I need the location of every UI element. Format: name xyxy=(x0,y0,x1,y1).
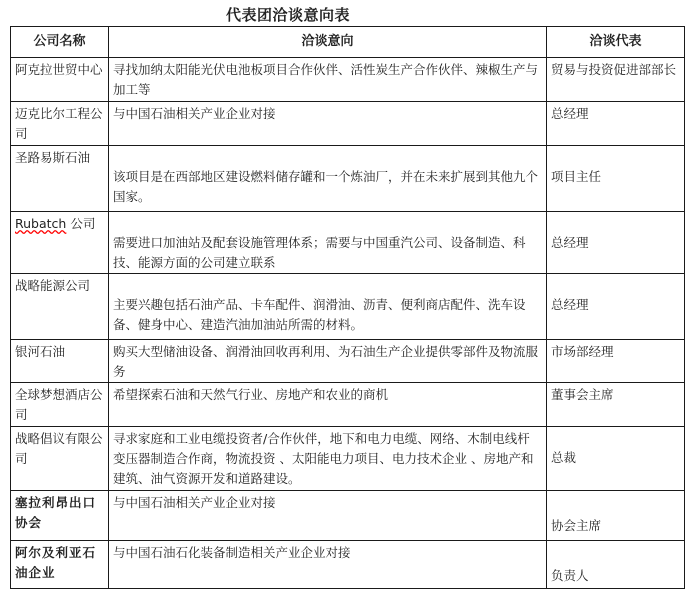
intent-text: 需要进口加油站及配套设施管理体系；需要与中国重汽公司、设备制造、科技、能源方面的公司建立联系 xyxy=(113,235,526,270)
intent-cell xyxy=(109,491,547,541)
representative-cell xyxy=(547,541,685,589)
header-company: 公司名称 xyxy=(11,27,109,58)
table-row xyxy=(11,146,685,212)
company-cell xyxy=(11,58,109,102)
table-row xyxy=(11,383,685,427)
representative-cell xyxy=(547,212,685,274)
representative-text: 总裁 xyxy=(551,450,577,465)
representative-text: 总经理 xyxy=(551,106,589,121)
table-row xyxy=(11,427,685,491)
company-name: 阿克拉世贸中心 xyxy=(15,62,103,77)
representative-text: 协会主席 xyxy=(551,518,602,533)
representative-cell xyxy=(547,491,685,541)
company-name-suffix: 公司 xyxy=(66,216,96,231)
representative-text: 市场部经理 xyxy=(551,344,614,359)
intent-cell xyxy=(109,541,547,589)
company-name: 塞拉利昂出口协会 xyxy=(15,495,97,530)
intent-cell xyxy=(109,383,547,427)
delegation-intent-table xyxy=(10,26,685,589)
table-row xyxy=(11,541,685,589)
intent-text: 主要兴趣包括石油产品、卡车配件、润滑油、沥青、便利商店配件、洗车设备、健身中心、建造汽油加油站所需的材料。 xyxy=(113,297,526,332)
intent-text: 与中国石油相关产业企业对接 xyxy=(113,106,276,121)
company-cell xyxy=(11,427,109,491)
table-row xyxy=(11,491,685,541)
table-row xyxy=(11,340,685,383)
intent-text: 与中国石油相关产业企业对接 xyxy=(113,495,276,510)
intent-cell xyxy=(109,102,547,146)
representative-cell xyxy=(547,274,685,340)
company-name: 战略倡议有限公司 xyxy=(15,431,103,466)
intent-cell xyxy=(109,274,547,340)
intent-cell xyxy=(109,340,547,383)
representative-cell xyxy=(547,340,685,383)
representative-text: 贸易与投资促进部部长 xyxy=(551,62,677,77)
representative-text: 负责人 xyxy=(551,568,589,583)
representative-text: 总经理 xyxy=(551,297,589,312)
table-header-row xyxy=(11,27,685,58)
intent-cell xyxy=(109,146,547,212)
company-cell xyxy=(11,383,109,427)
representative-text: 董事会主席 xyxy=(551,387,614,402)
representative-cell xyxy=(547,58,685,102)
table-row xyxy=(11,58,685,102)
representative-cell xyxy=(547,427,685,491)
company-name: 圣路易斯石油 xyxy=(15,150,91,165)
intent-cell xyxy=(109,212,547,274)
representative-cell xyxy=(547,102,685,146)
intent-text: 购买大型储油设备、润滑油回收再利用、为石油生产企业提供零部件及物流服务 xyxy=(113,344,539,379)
representative-cell xyxy=(547,146,685,212)
company-name-latin: Rubatch xyxy=(15,216,67,231)
header-intent: 洽谈意向 xyxy=(109,27,547,58)
company-name: 全球梦想酒店公司 xyxy=(15,387,103,422)
table-row xyxy=(11,212,685,274)
intent-text: 寻求家庭和工业电缆投资者/合作伙伴，地下和电力电缆、网络、木制电线杆变压器制造合作商，物流投资 、太阳能电力项目、电力技术企业 、房地产和建筑、油气资源开发和道路建设。 xyxy=(113,431,534,486)
company-cell xyxy=(11,146,109,212)
representative-text: 总经理 xyxy=(551,235,589,250)
table-row xyxy=(11,102,685,146)
intent-text: 与中国石油石化装备制造相关产业企业对接 xyxy=(113,545,351,560)
company-name xyxy=(15,212,104,234)
intent-text: 希望探索石油和天然气行业、房地产和农业的商机 xyxy=(113,387,389,402)
company-cell xyxy=(11,274,109,340)
company-cell xyxy=(11,340,109,383)
company-name: 迈克比尔工程公司 xyxy=(15,106,103,141)
intent-cell xyxy=(109,427,547,491)
intent-cell xyxy=(109,58,547,102)
representative-text: 项目主任 xyxy=(551,169,602,184)
header-representative: 洽谈代表 xyxy=(547,27,685,58)
company-name: 银河石油 xyxy=(15,344,66,359)
company-name: 阿尔及利亚石油企业 xyxy=(15,545,97,580)
intent-text: 该项目是在西部地区建设燃料储存罐和一个炼油厂，并在未来扩展到其他九个国家。 xyxy=(113,169,539,204)
company-cell xyxy=(11,212,109,274)
company-cell xyxy=(11,491,109,541)
representative-cell xyxy=(547,383,685,427)
document-title: 代表团洽谈意向表 xyxy=(226,6,351,24)
company-name: 战略能源公司 xyxy=(15,278,91,293)
company-cell xyxy=(11,102,109,146)
intent-text: 寻找加纳太阳能光伏电池板项目合作伙伴、活性炭生产合作伙伴、辣椒生产与加工等 xyxy=(113,62,539,97)
table-row xyxy=(11,274,685,340)
company-cell xyxy=(11,541,109,589)
